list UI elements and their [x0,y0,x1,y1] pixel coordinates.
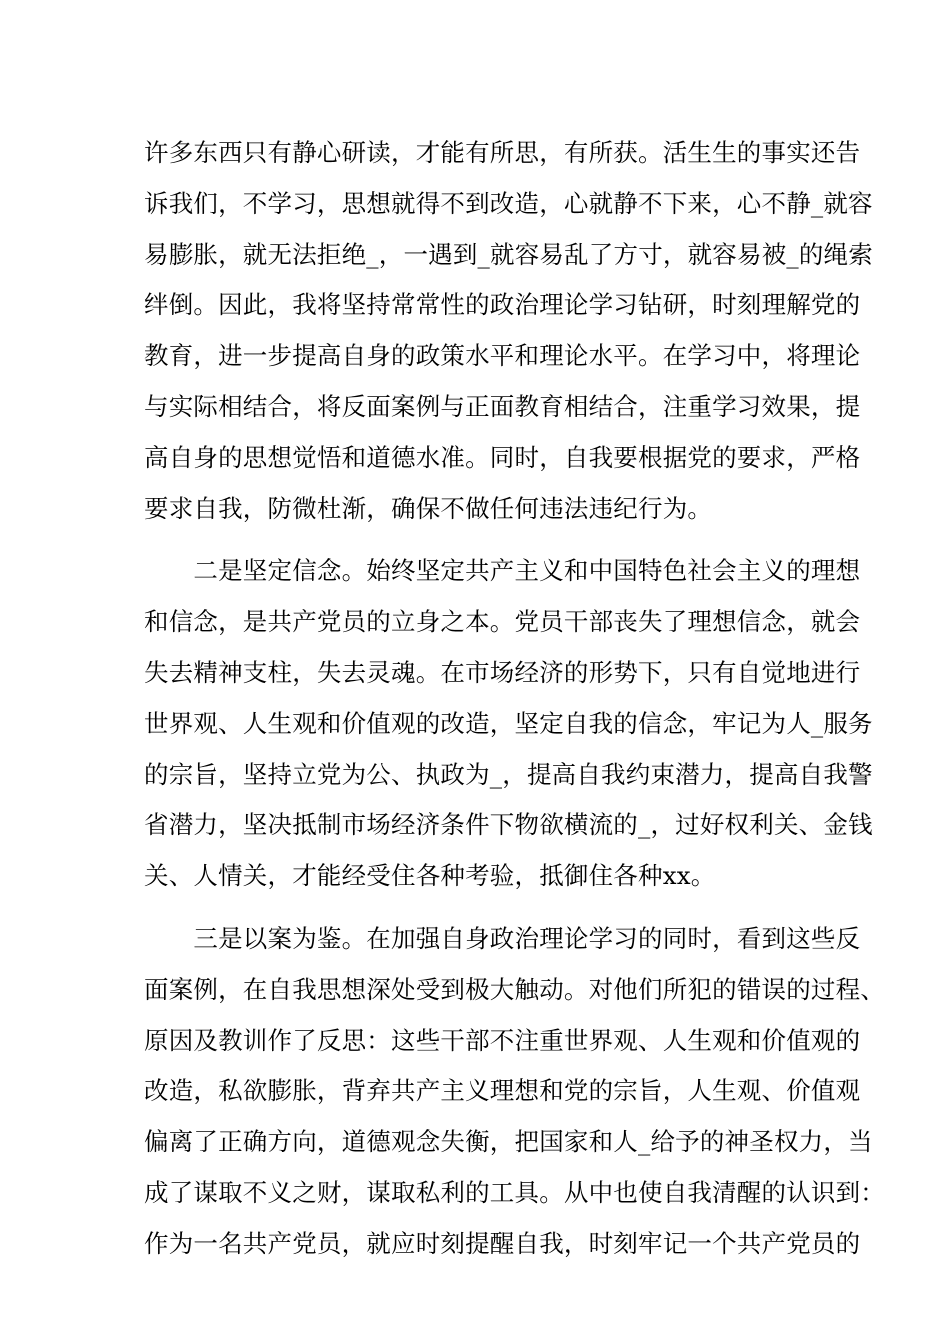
text-line: 偏离了正确方向，道德观念失衡，把国家和人_给予的神圣权力，当 [144,1127,873,1157]
text-line: 与实际相结合，将反面案例与正面教育相结合，注重学习效果，提 [144,391,861,421]
text-line: 作为一名共产党员，就应时刻提醒自我，时刻牢记一个共产党员的 [144,1228,861,1258]
text-line: 许多东西只有静心研读，才能有所思，有所获。活生生的事实还告 [144,138,861,167]
text-line: 绊倒。因此，我将坚持常常性的政治理论学习钻研，时刻理解党的 [144,290,861,320]
text-line: 易膨胀，就无法拒绝_，一遇到_就容易乱了方寸，就容易被_的绳索 [144,239,873,269]
document-body [144,128,885,1270]
text-line: 世界观、人生观和价值观的改造，坚定自我的信念，牢记为人_服务 [144,708,873,738]
paragraph-lessons [144,914,885,1270]
text-line: 原因及教训作了反思：这些干部不注重世界观、人生观和价值观的 [144,1025,861,1055]
text-line: 省潜力，坚决抵制市场经济条件下物欲横流的_，过好权利关、金钱 [144,810,873,840]
text-line: 高自身的思想觉悟和道德水准。同时，自我要根据党的要求，严格 [144,442,861,472]
text-line: 诉我们，不学习，思想就得不到改造，心就静不下来，心不静_就容 [144,188,873,218]
text-line: 改造，私欲膨胀，背弃共产主义理想和党的宗旨，人生观、价值观 [144,1076,861,1106]
text-line: 二是坚定信念。始终坚定共产主义和中国特色社会主义的理想 [144,556,861,586]
text-line: 成了谋取不义之财，谋取私利的工具。从中也使自我清醒的认识到： [144,1177,885,1207]
text-line: 和信念，是共产党员的立身之本。党员干部丧失了理想信念，就会 [144,607,861,637]
text-line: 要求自我，防微杜渐，确保不做任何违法违纪行为。 [144,493,713,523]
text-line: 面案例，在自我思想深处受到极大触动。对他们所犯的错误的过程、 [144,974,885,1004]
text-line: 教育，进一步提高自身的政策水平和理论水平。在学习中，将理论 [144,341,861,371]
paragraph-belief [144,546,873,902]
paragraph-spacer [144,902,834,914]
text-line: 关、人情关，才能经受住各种考验，抵御住各种xx。 [144,861,716,891]
paragraph-spacer [144,534,834,546]
text-line: 的宗旨，坚持立党为公、执政为_，提高自我约束潜力，提高自我警 [144,759,873,789]
text-line: 三是以案为鉴。在加强自身政治理论学习的同时，看到这些反 [144,923,861,953]
paragraph-study [144,128,873,534]
text-line: 失去精神支柱，失去灵魂。在市场经济的形势下，只有自觉地进行 [144,657,861,687]
